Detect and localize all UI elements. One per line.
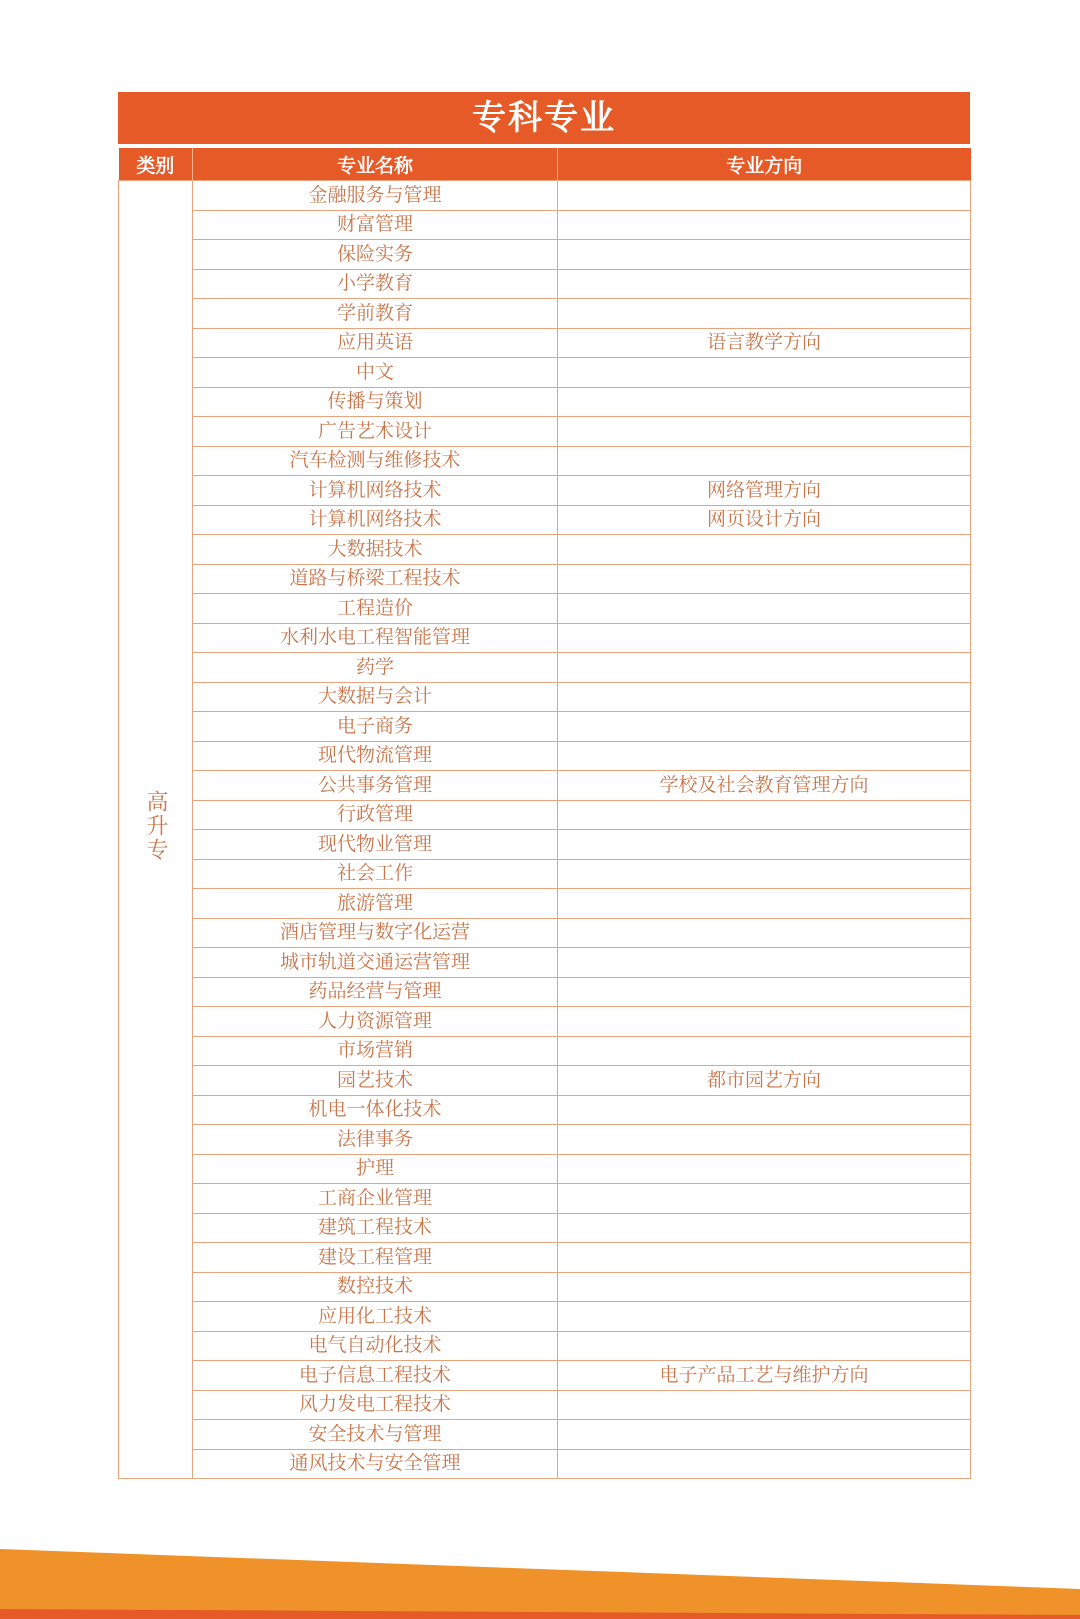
major-name-cell: 保险实务 xyxy=(193,240,558,270)
major-name-cell: 电子信息工程技术 xyxy=(193,1361,558,1391)
major-direction-cell xyxy=(558,417,971,447)
header-direction: 专业方向 xyxy=(558,146,971,181)
table-row xyxy=(119,712,971,742)
major-direction-cell xyxy=(558,1272,971,1302)
major-direction-cell xyxy=(558,299,971,329)
major-direction-cell xyxy=(558,682,971,712)
major-name-cell: 城市轨道交通运营管理 xyxy=(193,948,558,978)
major-direction-cell xyxy=(558,977,971,1007)
major-direction-cell xyxy=(558,1095,971,1125)
major-name-cell: 电气自动化技术 xyxy=(193,1331,558,1361)
major-name-cell: 社会工作 xyxy=(193,859,558,889)
major-direction-cell xyxy=(558,535,971,565)
major-name-cell: 园艺技术 xyxy=(193,1066,558,1096)
table-row xyxy=(119,328,971,358)
major-name-cell: 计算机网络技术 xyxy=(193,505,558,535)
major-direction-cell: 网络管理方向 xyxy=(558,476,971,506)
table-row xyxy=(119,535,971,565)
major-direction-cell xyxy=(558,269,971,299)
table-row xyxy=(119,918,971,948)
major-direction-cell xyxy=(558,1184,971,1214)
table-row xyxy=(119,564,971,594)
majors-table-container xyxy=(118,92,970,1479)
major-name-cell: 电子商务 xyxy=(193,712,558,742)
major-direction-cell xyxy=(558,387,971,417)
major-name-cell: 学前教育 xyxy=(193,299,558,329)
major-direction-cell xyxy=(558,1243,971,1273)
major-direction-cell xyxy=(558,240,971,270)
major-direction-cell: 网页设计方向 xyxy=(558,505,971,535)
major-direction-cell xyxy=(558,1036,971,1066)
major-direction-cell xyxy=(558,830,971,860)
major-name-cell: 大数据与会计 xyxy=(193,682,558,712)
table-row xyxy=(119,1154,971,1184)
major-direction-cell xyxy=(558,918,971,948)
major-name-cell: 现代物流管理 xyxy=(193,741,558,771)
table-row xyxy=(119,653,971,683)
table-title: 专科专业 xyxy=(118,92,970,144)
table-row xyxy=(119,269,971,299)
major-direction-cell xyxy=(558,859,971,889)
table-row xyxy=(119,1066,971,1096)
major-direction-cell xyxy=(558,446,971,476)
major-direction-cell: 都市园艺方向 xyxy=(558,1066,971,1096)
major-direction-cell xyxy=(558,948,971,978)
major-name-cell: 传播与策划 xyxy=(193,387,558,417)
table-row xyxy=(119,417,971,447)
major-name-cell: 广告艺术设计 xyxy=(193,417,558,447)
major-direction-cell xyxy=(558,594,971,624)
major-name-cell: 建筑工程技术 xyxy=(193,1213,558,1243)
table-row xyxy=(119,1390,971,1420)
major-direction-cell xyxy=(558,1125,971,1155)
table-row xyxy=(119,299,971,329)
major-direction-cell: 语言教学方向 xyxy=(558,328,971,358)
table-row xyxy=(119,1036,971,1066)
major-name-cell: 现代物业管理 xyxy=(193,830,558,860)
major-direction-cell xyxy=(558,1213,971,1243)
major-name-cell: 道路与桥梁工程技术 xyxy=(193,564,558,594)
table-row xyxy=(119,505,971,535)
major-name-cell: 数控技术 xyxy=(193,1272,558,1302)
table-row xyxy=(119,682,971,712)
table-row xyxy=(119,358,971,388)
major-direction-cell xyxy=(558,358,971,388)
major-name-cell: 水利水电工程智能管理 xyxy=(193,623,558,653)
major-direction-cell xyxy=(558,564,971,594)
table-row xyxy=(119,1184,971,1214)
category-label: 高升专 xyxy=(143,789,168,862)
major-direction-cell: 学校及社会教育管理方向 xyxy=(558,771,971,801)
major-name-cell: 行政管理 xyxy=(193,800,558,830)
major-name-cell: 安全技术与管理 xyxy=(193,1420,558,1450)
major-direction-cell xyxy=(558,1449,971,1479)
table-row xyxy=(119,1213,971,1243)
major-name-cell: 法律事务 xyxy=(193,1125,558,1155)
major-name-cell: 应用英语 xyxy=(193,328,558,358)
major-name-cell: 大数据技术 xyxy=(193,535,558,565)
table-body xyxy=(119,181,971,1479)
header-major: 专业名称 xyxy=(193,146,558,181)
table-row xyxy=(119,1420,971,1450)
table-row xyxy=(119,1095,971,1125)
table-row xyxy=(119,889,971,919)
major-name-cell: 中文 xyxy=(193,358,558,388)
major-direction-cell xyxy=(558,653,971,683)
major-name-cell: 机电一体化技术 xyxy=(193,1095,558,1125)
table-row xyxy=(119,859,971,889)
major-name-cell: 金融服务与管理 xyxy=(193,181,558,211)
major-name-cell: 药学 xyxy=(193,653,558,683)
table-row xyxy=(119,1361,971,1391)
major-name-cell: 小学教育 xyxy=(193,269,558,299)
header-category: 类别 xyxy=(119,146,193,181)
major-name-cell: 应用化工技术 xyxy=(193,1302,558,1332)
table-row xyxy=(119,1007,971,1037)
table-row xyxy=(119,741,971,771)
major-direction-cell xyxy=(558,623,971,653)
major-name-cell: 工程造价 xyxy=(193,594,558,624)
major-direction-cell xyxy=(558,181,971,211)
table-row xyxy=(119,1302,971,1332)
major-name-cell: 护理 xyxy=(193,1154,558,1184)
major-direction-cell xyxy=(558,800,971,830)
majors-table xyxy=(118,144,971,1479)
major-direction-cell: 电子产品工艺与维护方向 xyxy=(558,1361,971,1391)
table-row xyxy=(119,623,971,653)
table-row xyxy=(119,771,971,801)
header-row xyxy=(119,146,971,181)
table-row xyxy=(119,446,971,476)
major-name-cell: 财富管理 xyxy=(193,210,558,240)
major-direction-cell xyxy=(558,210,971,240)
table-row xyxy=(119,210,971,240)
major-name-cell: 人力资源管理 xyxy=(193,1007,558,1037)
major-name-cell: 工商企业管理 xyxy=(193,1184,558,1214)
major-direction-cell xyxy=(558,1007,971,1037)
major-direction-cell xyxy=(558,712,971,742)
major-name-cell: 旅游管理 xyxy=(193,889,558,919)
table-row xyxy=(119,240,971,270)
table-row xyxy=(119,387,971,417)
table-row xyxy=(119,977,971,1007)
table-row xyxy=(119,476,971,506)
table-row xyxy=(119,800,971,830)
major-name-cell: 计算机网络技术 xyxy=(193,476,558,506)
major-direction-cell xyxy=(558,889,971,919)
major-name-cell: 市场营销 xyxy=(193,1036,558,1066)
major-name-cell: 风力发电工程技术 xyxy=(193,1390,558,1420)
major-direction-cell xyxy=(558,1154,971,1184)
table-row xyxy=(119,1449,971,1479)
table-row xyxy=(119,181,971,211)
major-name-cell: 酒店管理与数字化运营 xyxy=(193,918,558,948)
table-row xyxy=(119,1243,971,1273)
table-row xyxy=(119,948,971,978)
major-name-cell: 汽车检测与维修技术 xyxy=(193,446,558,476)
major-direction-cell xyxy=(558,1302,971,1332)
table-row xyxy=(119,1272,971,1302)
major-name-cell: 通风技术与安全管理 xyxy=(193,1449,558,1479)
band-orange-shape xyxy=(0,1549,1080,1619)
table-row xyxy=(119,830,971,860)
major-direction-cell xyxy=(558,1420,971,1450)
major-direction-cell xyxy=(558,1390,971,1420)
table-row xyxy=(119,1125,971,1155)
major-name-cell: 药品经营与管理 xyxy=(193,977,558,1007)
major-direction-cell xyxy=(558,1331,971,1361)
table-row xyxy=(119,1331,971,1361)
major-name-cell: 建设工程管理 xyxy=(193,1243,558,1273)
major-name-cell: 公共事务管理 xyxy=(193,771,558,801)
major-direction-cell xyxy=(558,741,971,771)
table-row xyxy=(119,594,971,624)
category-cell xyxy=(119,181,193,1479)
decorative-bottom-band xyxy=(0,1519,1080,1619)
